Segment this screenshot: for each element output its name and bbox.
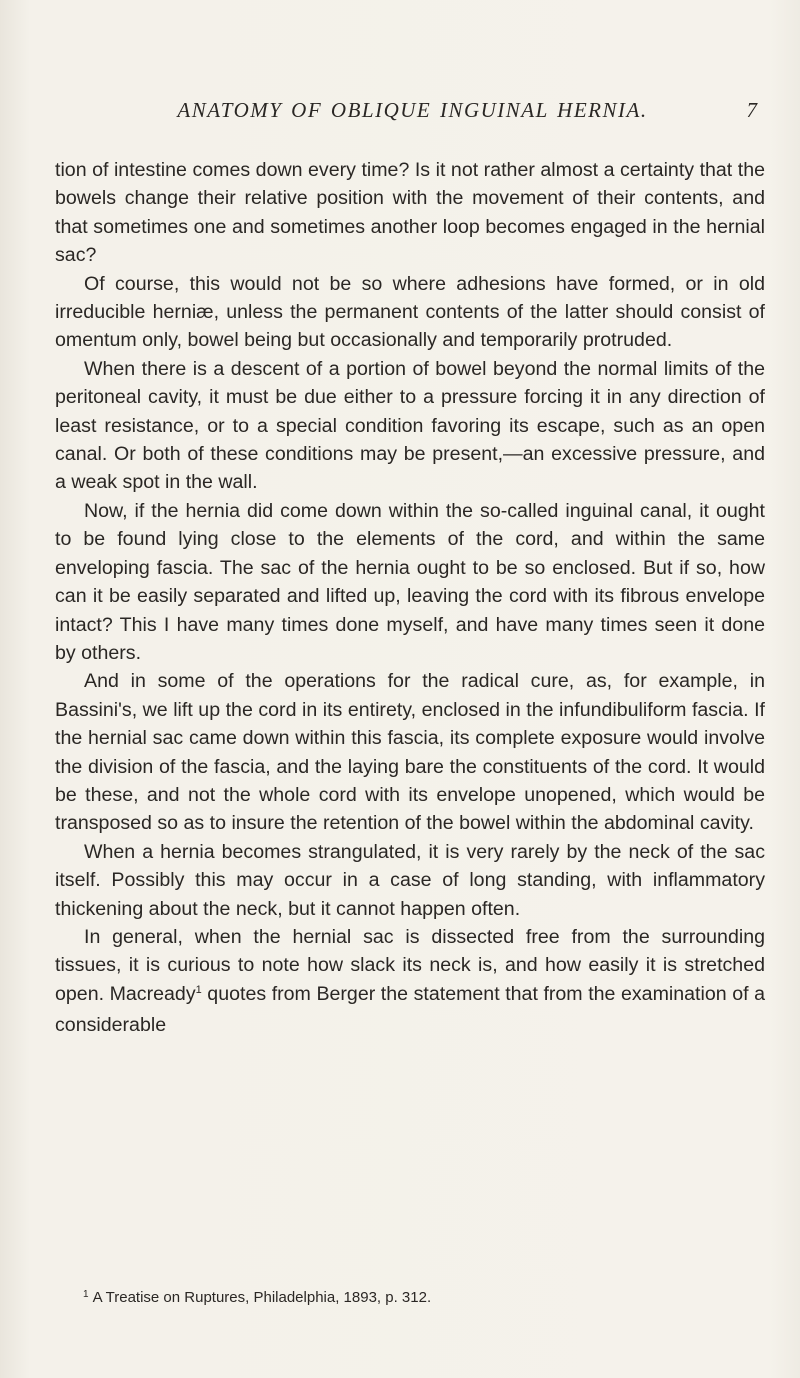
- paragraph-5: And in some of the operations for the radical cure, as, for example, in Bassini's, we lift up the cord in its entirety, enclosed in the infundibuliform fascia. If the hernial sac came down within this fascia, its complete exposure would involve the division of the fascia, and the laying bare the constituents of the cord. It would be these, and not the whole cord with its envelope unopened, which would be transposed so as to insure the retention of the bowel within the abdominal cavity.: [55, 670, 765, 835]
- paragraph-7: [55, 923, 765, 1040]
- paragraph-4: Now, if the hernia did come down within the so-called inguinal canal, it ought to be found lying close to the elements of the cord, and within the same enveloping fascia. The sac of the hernia ought to be so enclosed. But if so, how can it be easily separated and lifted up, leaving the cord with its fibrous envelope intact? This I have many times done myself, and have many times seen it done by others.: [55, 499, 765, 664]
- body-text: [55, 156, 765, 1040]
- paragraph-3: When there is a descent of a portion of bowel beyond the normal limits of the peritoneal cavity, it must be due either to a pressure forcing it in any direction of least resistance, or to a special condition favoring its escape, such as an open canal. Or both of these conditions may be present,—an excessive pressure, and a weak spot in the wall.: [55, 357, 765, 494]
- running-title: ANATOMY OF OBLIQUE INGUINAL HERNIA.: [177, 98, 648, 122]
- page-number: 7: [746, 98, 757, 122]
- paragraph-7-text-a: In general, when the hernial sac is dissected free from the surrounding tissues, it is curious to note how slack its neck is, and how easily it is stretched open. Macready: [55, 925, 765, 1005]
- paragraph-1: tion of intestine comes down every time? Is it not rather almost a certainty that the bowels change their relative position with the movement of their contents, and that sometimes one and sometimes another loop becomes engaged in the hernial sac?: [55, 159, 765, 267]
- footnote: [83, 1288, 431, 1310]
- paragraph-7-text-b: quotes from Berger the statement that from the examination of a considerable: [55, 982, 765, 1037]
- footnote-mark: 1: [83, 1289, 89, 1300]
- running-head: [60, 98, 765, 138]
- footnote-text: A Treatise on Ruptures, Philadelphia, 1893, p. 312.: [92, 1289, 432, 1306]
- paragraph-6: When a hernia becomes strangulated, it is very rarely by the neck of the sac itself. Possibly this may occur in a case of long standing, with inflammatory thickening about the neck, but it cannot happen often.: [55, 840, 765, 920]
- footnote-reference[interactable]: 1: [195, 983, 202, 996]
- paragraph-2: Of course, this would not be so where adhesions have formed, or in old irreducible herniæ, unless the permanent contents of the latter should consist of omentum only, bowel being but occasionally and temporarily protruded.: [55, 272, 765, 352]
